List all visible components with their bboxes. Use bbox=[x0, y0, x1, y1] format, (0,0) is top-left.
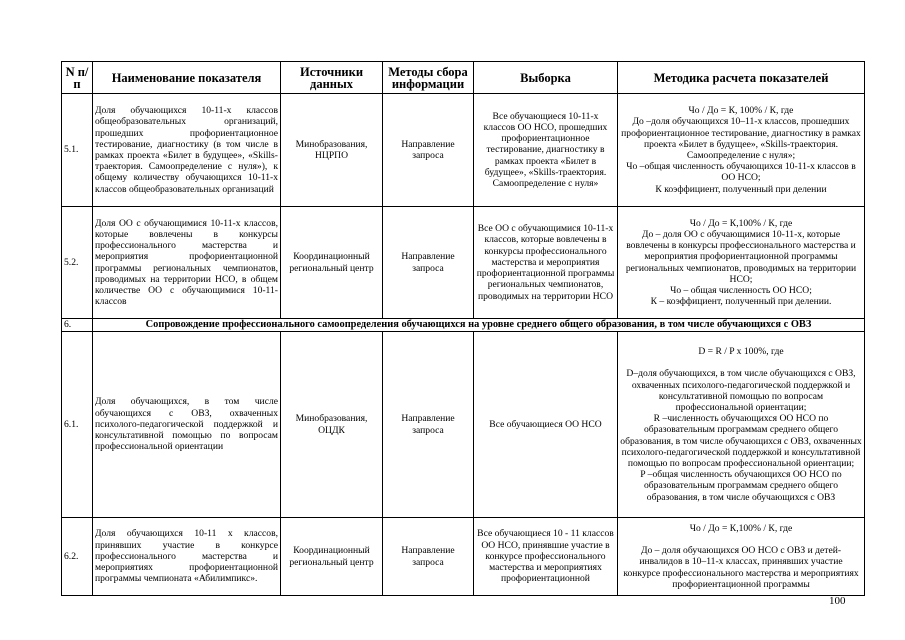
header-sample: Выборка bbox=[474, 62, 618, 94]
spacer bbox=[620, 534, 862, 545]
table-row bbox=[62, 518, 865, 596]
data-source: Координационный региональный центр bbox=[281, 207, 383, 319]
method-line: R –численность обучающихся ОО НСО по образовательным программам среднего общего образования, в том числе обучающихся с ОВЗ, охваченных психолого-педагогической поддержкой и консультативной помощью по вопросам профессиональной ориентации; bbox=[620, 413, 862, 469]
method-line: К коэффициент, полученный при делении bbox=[655, 183, 827, 195]
header-method: Методика расчета показателей bbox=[618, 62, 865, 94]
header-num: N п/п bbox=[62, 62, 93, 94]
method-line: D–доля обучающихся, в том числе обучающихся с ОВЗ, охваченных психолого-педагогической поддержкой и консультативной помощью по вопросам профессиональной ориентации; bbox=[626, 368, 856, 413]
spacer bbox=[620, 357, 862, 368]
data-source: Минобразования, ОЦДК bbox=[281, 332, 383, 518]
row-num: 6.1. bbox=[62, 332, 93, 518]
row-num: 6.2. bbox=[62, 518, 93, 596]
collection-method: Направление запроса bbox=[383, 94, 474, 207]
section-title: Сопровождение профессионального самоопределения обучающихся на уровне среднего общего образования, в том числе обучающихся с ОВЗ bbox=[93, 319, 865, 332]
calc-method bbox=[618, 332, 865, 518]
header-name: Наименование показателя bbox=[93, 62, 281, 94]
indicator-name: Доля ОО с обучающимися 10-11-х классов, которые вовлечены в конкурсы профессионального мастерства и мероприятия профориентационной программы региональных чемпионатов, проводимых на территории НСО, в общем количестве ОО с обучающимися 10-11-классов bbox=[93, 207, 281, 319]
collection-method: Направление запроса bbox=[383, 207, 474, 319]
indicator-name: Доля обучающихся 10-11 х классов, принявших участие в конкурсе профессионального мастерства и мероприятиях профориентационной программы чемпионата «Абилимпикс». bbox=[93, 518, 281, 596]
method-line: До – доля ОО с обучающимися 10-11-х, которые вовлечены в конкурсы профессионального мастерства и мероприятия профориентационной программы региональных чемпионатов, проводимых на территории НСО; bbox=[625, 228, 857, 285]
method-line: Чо / До = К,100% / К, где bbox=[689, 217, 793, 229]
header-collection: Методы сбора информации bbox=[383, 62, 474, 94]
collection-method: Направление запроса bbox=[383, 518, 474, 596]
table-header-row bbox=[62, 62, 865, 94]
header-sources: Источники данных bbox=[281, 62, 383, 94]
table-row bbox=[62, 94, 865, 207]
table-row bbox=[62, 332, 865, 518]
method-line: D = R / P х 100%, где bbox=[698, 346, 784, 358]
method-line: До –доля обучающихся 10–11-х классов, прошедших профориентационное тестирование, диагностику в рамках проекта «Билет в будущее», «Skills-траектория. Самоопределение с нуля»; bbox=[621, 116, 861, 161]
row-num: 5.2. bbox=[62, 207, 93, 319]
section-row bbox=[62, 319, 865, 332]
table-row bbox=[62, 207, 865, 319]
indicator-name: Доля обучающихся 10-11-х классов общеобразовательных организаций, прошедших профориентационное тестирование, диагностику (в том числе в рамках проекта «Билет в будущее», «Skills-траектория. Самоопределение с нуля»), к общему количеству обучающихся 10-11-х классов общеобразовательных организаций bbox=[93, 94, 281, 207]
collection-method: Направление запроса bbox=[383, 332, 474, 518]
indicator-name: Доля обучающихся, в том числе обучающихся с ОВЗ, охваченных психолого-педагогической поддержкой и консультативной помощью по вопросам профессиональной ориентации bbox=[93, 332, 281, 518]
sample: Все обучающиеся 10 - 11 классов ОО НСО, принявшие участие в конкурсе профессионального мастерства и мероприятиях профориентационной bbox=[474, 518, 618, 596]
method-line: Чо – общая численность ОО НСО; bbox=[670, 284, 812, 296]
sample: Все ОО с обучающимися 10-11-х классов, которые вовлечены в конкурсы профессионального мастерства и мероприятия профориентационной программы региональных чемпионатов, проводимых на территории НСО bbox=[474, 207, 618, 319]
row-num: 5.1. bbox=[62, 94, 93, 207]
sample: Все обучающиеся 10-11-х классов ОО НСО, прошедших профориентационное тестирование, диагностику в рамках проекта «Билет в будущее», «Skills-траектория. Самоопределение с нуля» bbox=[474, 94, 618, 207]
sample: Все обучающиеся ОО НСО bbox=[474, 332, 618, 518]
indicators-table bbox=[61, 61, 865, 596]
section-num: 6. bbox=[62, 319, 93, 332]
page-number: 100 bbox=[829, 595, 846, 607]
data-source: Минобразования, НЦРПО bbox=[281, 94, 383, 207]
calc-method bbox=[618, 94, 865, 207]
method-line: Чо –общая численность обучающихся 10-11-х классов в ОО НСО; bbox=[626, 161, 856, 184]
method-line: К – коэффициент, полученный при делении. bbox=[650, 296, 832, 308]
method-line: Чо / До = К,100% / К, где bbox=[689, 522, 793, 534]
method-line: Чо / До = К, 100% / К, где bbox=[688, 105, 794, 117]
method-line: P –общая численность обучающихся ОО НСО по образовательным программам среднего общего образования, в том числе обучающихся с ОВЗ bbox=[640, 469, 842, 503]
data-source: Координационный региональный центр bbox=[281, 518, 383, 596]
calc-method bbox=[618, 518, 865, 596]
calc-method bbox=[618, 207, 865, 319]
method-line: До – доля обучающихся ОО НСО с ОВЗ и детей-инвалидов в 10–11-х классах, принявших участие конкурсе профессионального мастерства и мероприятиях профориентационной программы bbox=[623, 545, 859, 590]
